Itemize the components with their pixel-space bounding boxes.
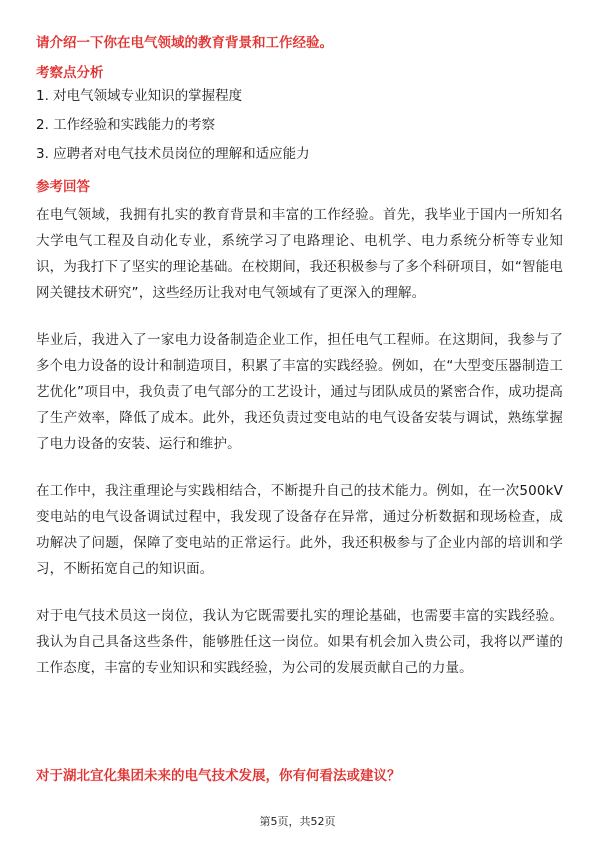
answer-paragraph: 在工作中，我注重理论与实践相结合，不断提升自己的技术能力。例如，在一次500kV变电站的电气设备调试过程中，我发现了设备存在异常，通过分析数据和现场检查，成功解决了问题，保障了变电站的正常运行。此外，我还积极参与了企业内部的培训和学习，不断拓宽自己的知识面。 (36, 483, 563, 577)
answer-paragraph: 毕业后，我进入了一家电力设备制造企业工作，担任电气工程师。在这期间，我参与了多个电力设备的设计和制造项目，积累了丰富的实践经验。例如，在“大型变压器制造工艺优化”项目中，我负责了电气部分的工艺设计，通过与团队成员的紧密合作，成功提高了生产效率，降低了成本。此外，我还负责过变电站的电气设备安装与调试，熟练掌握了电力设备的安装、运行和维护。 (36, 332, 563, 452)
answer-body (36, 202, 563, 702)
analysis-point: 3. 应聘者对电气技术员岗位的理解和适应能力 (36, 146, 310, 162)
answer-paragraph: 在电气领域，我拥有扎实的教育背景和丰富的工作经验。首先，我毕业于国内一所知名大学电气工程及自动化专业，系统学习了电路理论、电机学、电力系统分析等专业知识，为我打下了坚实的理论基础。在校期间，我还积极参与了多个科研项目，如“智能电网关键技术研究”，这些经历让我对电气领域有了更深入的理解。 (36, 207, 563, 301)
question-heading: 请介绍一下你在电气领域的教育背景和工作经验。 (36, 35, 333, 51)
page-number: 第5页，共52页 (259, 815, 336, 828)
analysis-heading: 考察点分析 (36, 65, 104, 81)
analysis-point: 1. 对电气领域专业知识的掌握程度 (36, 88, 243, 104)
answer-paragraph: 对于电气技术员这一岗位，我认为它既需要扎实的理论基础，也需要丰富的实践经验。我认为自己具备这些条件，能够胜任这一岗位。如果有机会加入贵公司，我将以严谨的工作态度，丰富的专业知识和实践经验，为公司的发展贡献自己的力量。 (36, 608, 563, 676)
answer-heading: 参考回答 (36, 179, 90, 195)
analysis-point: 2. 工作经验和实践能力的考察 (36, 117, 216, 133)
next-question-heading: 对于湖北宜化集团未来的电气技术发展，你有何看法或建议？ (36, 768, 401, 784)
analysis-list (36, 86, 566, 173)
